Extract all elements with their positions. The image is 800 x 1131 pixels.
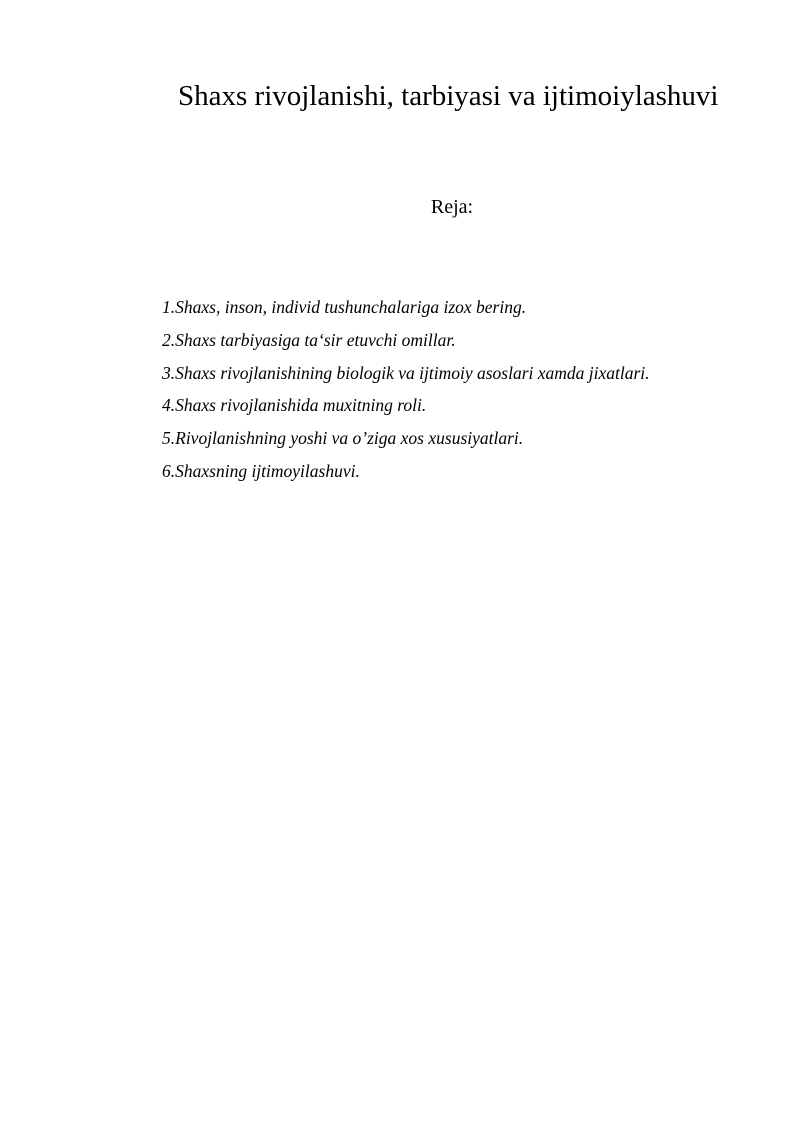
document-title: Shaxs rivojlanishi, tarbiyasi va ijtimoiylashuvi <box>178 80 719 112</box>
plan-item: 5.Rivojlanishning yoshi va o’ziga xos xususiyatlari. <box>162 428 524 449</box>
plan-item: 6.Shaxsning ijtimoyilashuvi. <box>162 460 360 481</box>
plan-item: 2.Shaxs tarbiyasiga ta‘sir etuvchi omillar. <box>162 329 456 350</box>
plan-list <box>162 291 782 488</box>
plan-item: 3.Shaxs rivojlanishining biologik va ijtimoiy asoslari xamda jixatlari. <box>162 362 650 383</box>
plan-heading: Reja: <box>430 196 474 218</box>
plan-item: 1.Shaxs, inson, individ tushunchalariga izox bering. <box>162 297 527 317</box>
plan-item: 4.Shaxs rivojlanishida muxitning roli. <box>162 395 427 416</box>
